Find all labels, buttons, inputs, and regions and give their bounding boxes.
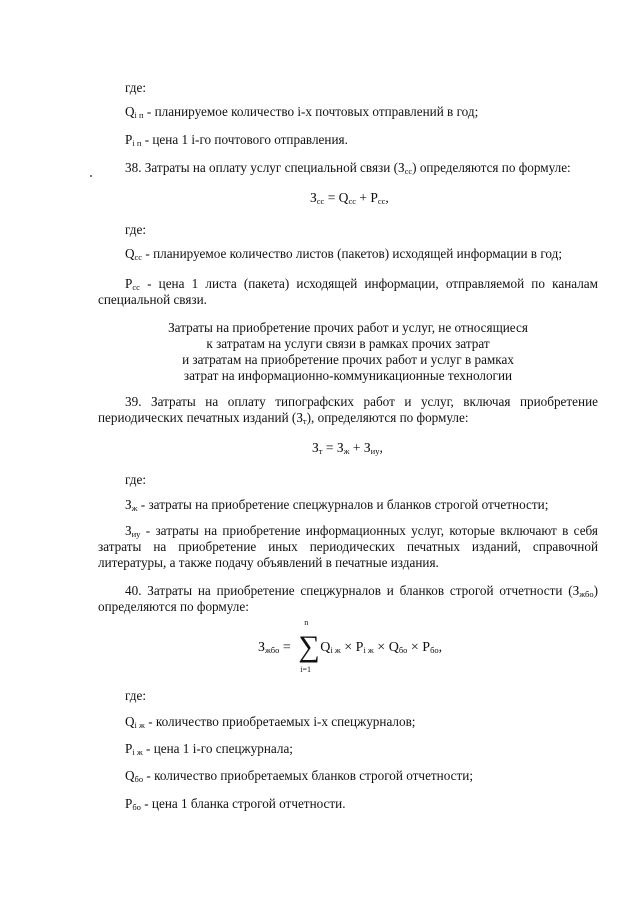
def-z-zh: $З_ж$ - затраты на приобретение спецжурналов и бланков строгой отчетности; xyxy=(125,497,549,513)
def-q-izh: $Q_{i ж}$ - количество приобретаемых i-х спецжурналов; xyxy=(125,714,416,730)
where-label-1: где: xyxy=(125,80,146,95)
item-38-text: 38. Затраты на оплату услуг специальной связи $(З_{сс})$ определяются по формуле: xyxy=(125,160,571,176)
formula-zt: $З_т = З_ж + З_{иу}$, xyxy=(312,440,383,456)
item-40-text: 40. Затраты на приобретение спецжурналов и бланков строгой отчетности $(З_{жбо})$ определяются по формуле: xyxy=(98,583,598,614)
item-39-text: 39. Затраты на оплату типографских работ и услуг, включая приобретение периодических печатных изданий $(З_т)$, определяются по формуле: xyxy=(98,394,598,426)
where-label-4: где: xyxy=(125,688,146,703)
scan-dot xyxy=(90,175,92,177)
def-p-ip: $P_{i п}$ - цена 1 i-го почтового отправления. xyxy=(125,132,348,148)
def-p-bo: $P_{бо}$ - цена 1 бланка строгой отчетности. xyxy=(125,796,346,812)
def-q-ip: $Q_{i п}$ - планируемое количество i-х почтовых отправлений в год; xyxy=(125,104,479,120)
def-q-ss: $Q_{сс}$ - планируемое количество листов (пакетов) исходящей информации в год; xyxy=(125,246,562,262)
formula-zss: $З_{сс} = Q_{сс} + P_{сс}$, xyxy=(310,190,389,206)
formula-zzhbo: $З_{жбо}$ = n ∑ i=1 $Q_{i ж} \times P_{i ж} \times Q_{бо} \times P_{бо}$, xyxy=(258,618,443,674)
def-p-izh: $P_{i ж}$ - цена 1 i-го спецжурнала; xyxy=(125,741,293,757)
sum-symbol: n ∑ i=1 xyxy=(298,618,320,674)
def-q-bo: $Q_{бо}$ - количество приобретаемых бланков строгой отчетности; xyxy=(125,768,474,784)
section-heading: Затраты на приобретение прочих работ и услуг, не относящиеся к затратам на услуги связи в рамках прочих затрат и затратам на приобретение прочих работ и услуг в рамках затрат на информационно-коммуникационные технологии xyxy=(168,320,528,383)
def-z-iu: $З_{иу}$ - затраты на приобретение информационных услуг, которые включают в себя затраты на приобретение иных периодических печатных изданий, справочной литературы, а также подачу объявлений в печатные издания. xyxy=(98,523,598,570)
def-p-ss: $P_{сс}$ - цена 1 листа (пакета) исходящей информации, отправляемой по каналам специальной связи. xyxy=(98,276,598,307)
where-label-2: где: xyxy=(125,222,146,237)
where-label-3: где: xyxy=(125,472,146,487)
